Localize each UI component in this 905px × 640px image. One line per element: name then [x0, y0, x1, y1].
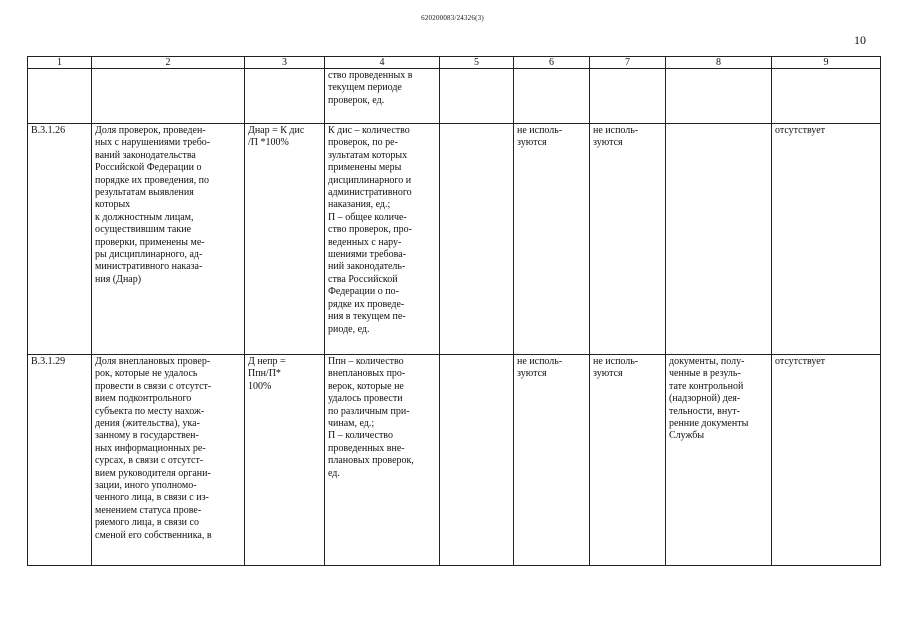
- column-header: 9: [772, 57, 881, 69]
- column-number-row: [28, 57, 881, 69]
- cell-col5: [440, 124, 514, 355]
- cell-indicator-name: [92, 69, 245, 124]
- cell-col9: [772, 69, 881, 124]
- cell-source: [666, 69, 772, 124]
- column-header: 3: [245, 57, 325, 69]
- table-row: [28, 69, 881, 124]
- cell-indicator-name: Доля внеплановых провер- рок, которые не удалось провести в связи с отсутст- вием подконтрольного субъекта по месту нахож- дения (жительства), ука- занному в государствен- ных информационных ре- сурсах, в связи с отсутст- вием руководителя органи- зации, иного уполномо- ченного лица, в связи с из- менением статуса прове- ряемого лица, в связи со сменой его собственника, в: [92, 355, 245, 566]
- cell-col6: [514, 69, 590, 124]
- cell-col9: отсутствует: [772, 355, 881, 566]
- cell-variables: ство проведенных в текущем периоде проверок, ед.: [325, 69, 440, 124]
- cell-formula: [245, 69, 325, 124]
- indicator-table: [27, 56, 881, 566]
- cell-formula: Днар = К дис /П *100%: [245, 124, 325, 355]
- column-header: 8: [666, 57, 772, 69]
- column-header: 2: [92, 57, 245, 69]
- cell-indicator-name: Доля проверок, проведен- ных с нарушениями требо- ваний законодательства Российской Федерации о порядке их проведения, по результатам выявления которых к должностным лицам, осуществившим такие проверки, применены ме- ры дисциплинарного, ад- министративного наказа- ния (Днар): [92, 124, 245, 355]
- column-header: 5: [440, 57, 514, 69]
- cell-col5: [440, 355, 514, 566]
- table-row: [28, 355, 881, 566]
- cell-code: [28, 69, 92, 124]
- cell-col6: не исполь- зуются: [514, 124, 590, 355]
- cell-code: В.3.1.26: [28, 124, 92, 355]
- cell-variables: Ппн – количество внеплановых про- верок, которые не удалось провести по различным при- чинам, ед.; П – количество проведенных вне- плановых проверок, ед.: [325, 355, 440, 566]
- document-id: 620200083/24326(3): [421, 14, 484, 22]
- column-header: 4: [325, 57, 440, 69]
- cell-formula: Д непр = Ппн/П* 100%: [245, 355, 325, 566]
- table-row: [28, 124, 881, 355]
- cell-source: [666, 124, 772, 355]
- cell-col7: [590, 69, 666, 124]
- cell-col6: не исполь- зуются: [514, 355, 590, 566]
- cell-source: документы, полу- ченные в резуль- тате контрольной (надзорной) дея- тельности, внут- ренние документы Службы: [666, 355, 772, 566]
- column-header: 7: [590, 57, 666, 69]
- cell-variables: К дис – количество проверок, по ре- зультатам которых применены меры дисциплинарного и административного наказания, ед.; П – общее количе- ство проверок, про- веденных с нару- шениями требова- ний законодатель- ства Российской Федерации о по- рядке их проведе- ния в текущем пе- риоде, ед.: [325, 124, 440, 355]
- column-header: 1: [28, 57, 92, 69]
- column-header: 6: [514, 57, 590, 69]
- cell-code: В.3.1.29: [28, 355, 92, 566]
- cell-col9: отсутствует: [772, 124, 881, 355]
- page-number: 10: [854, 33, 866, 47]
- cell-col7: не исполь- зуются: [590, 124, 666, 355]
- cell-col7: не исполь- зуются: [590, 355, 666, 566]
- cell-col5: [440, 69, 514, 124]
